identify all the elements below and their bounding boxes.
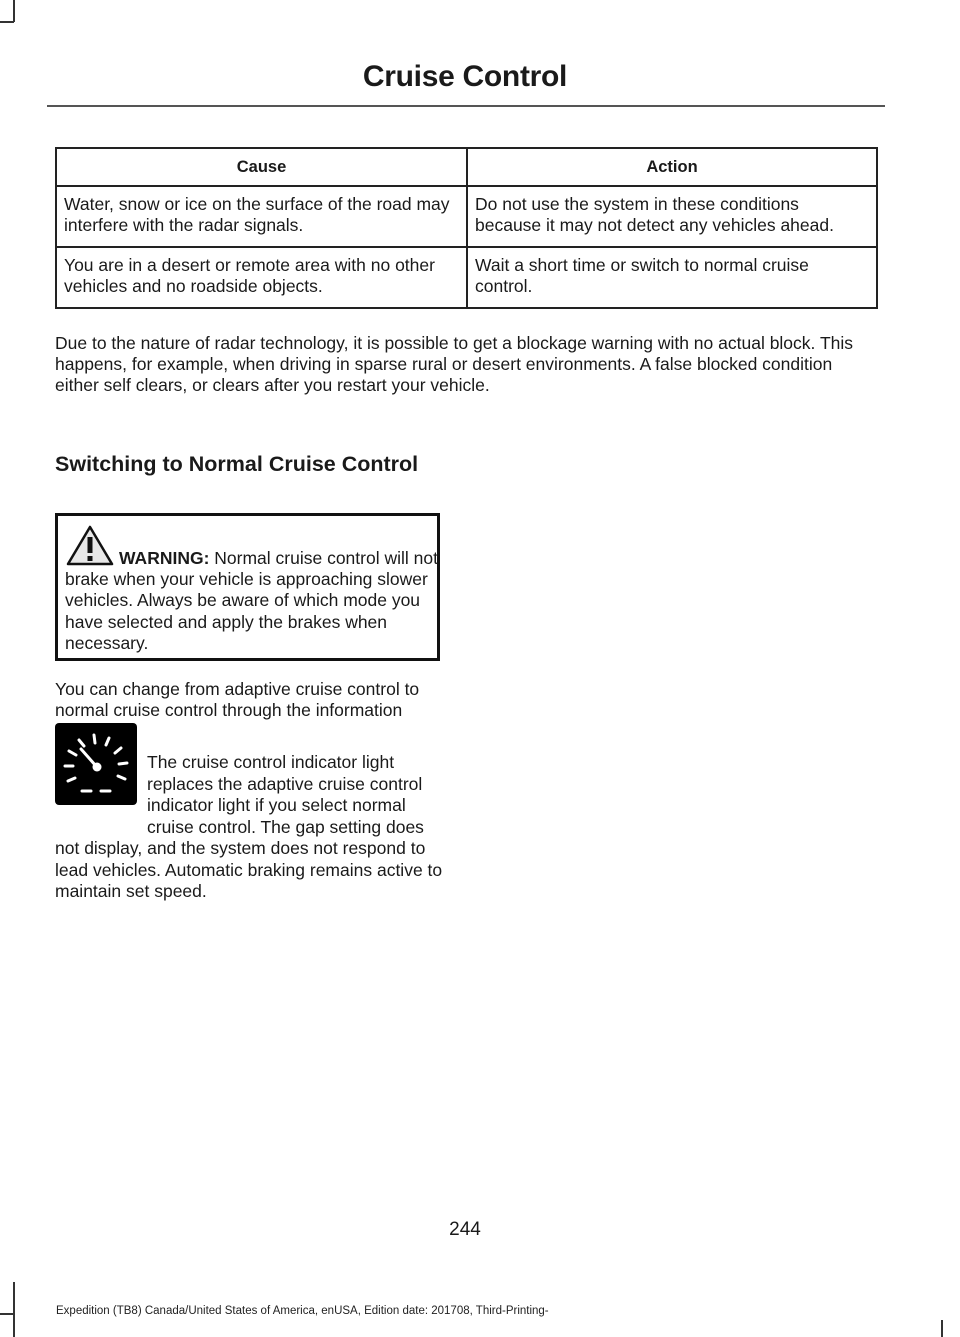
crop-mark bbox=[13, 0, 15, 22]
header-cause: Cause bbox=[56, 148, 467, 186]
warning-label: WARNING: bbox=[119, 548, 210, 568]
crop-mark bbox=[13, 1282, 15, 1337]
radar-blockage-paragraph: Due to the nature of radar technology, it is possible to get a blockage warning with no actual block. This happens, for example, when driving in sparse rural or desert environments. A false blocked condition either self clears, or clears after you restart your vehicle. bbox=[55, 333, 854, 395]
table-row bbox=[56, 247, 877, 308]
warning-text bbox=[65, 548, 441, 654]
indicator-float-spacer bbox=[55, 752, 147, 820]
crop-mark bbox=[941, 1320, 943, 1337]
change-mode-paragraph: You can change from adaptive cruise control to normal cruise control through the information bbox=[55, 679, 420, 720]
header-action: Action bbox=[467, 148, 877, 186]
table-cell-cause: Water, snow or ice on the surface of the road may interfere with the radar signals. bbox=[56, 186, 467, 247]
section-heading: Switching to Normal Cruise Control bbox=[55, 452, 419, 476]
title-rule bbox=[47, 105, 885, 107]
indicator-light-text: The cruise control indicator light replaces the adaptive cruise control indicator light if you select normal cruise control. The gap setting does not display, and the system does not respond to lead vehicles. Automatic braking remains active to maintain set speed. bbox=[55, 752, 443, 901]
crop-mark bbox=[0, 1313, 14, 1315]
warning-body: Normal cruise control will not brake when your vehicle is approaching slower vehicles. Always be aware of which mode you have selected and apply the brakes when necessary. bbox=[65, 548, 438, 653]
page-number: 244 bbox=[449, 1219, 481, 1240]
page-title: Cruise Control bbox=[362, 60, 568, 93]
table-header-row bbox=[56, 148, 877, 186]
table-row bbox=[56, 186, 877, 247]
cause-action-table bbox=[55, 147, 878, 309]
table-cell-cause: You are in a desert or remote area with no other vehicles and no roadside objects. bbox=[56, 247, 467, 308]
table-cell-action: Do not use the system in these conditions because it may not detect any vehicles ahead. bbox=[467, 186, 877, 247]
footer-edition-info: Expedition (TB8) Canada/United States of America, enUSA, Edition date: 201708, Third-Printing- bbox=[56, 1305, 549, 1317]
crop-mark bbox=[0, 21, 14, 23]
indicator-light-paragraph bbox=[55, 752, 447, 903]
warning-box bbox=[55, 513, 440, 661]
table-cell-action: Wait a short time or switch to normal cruise control. bbox=[467, 247, 877, 308]
